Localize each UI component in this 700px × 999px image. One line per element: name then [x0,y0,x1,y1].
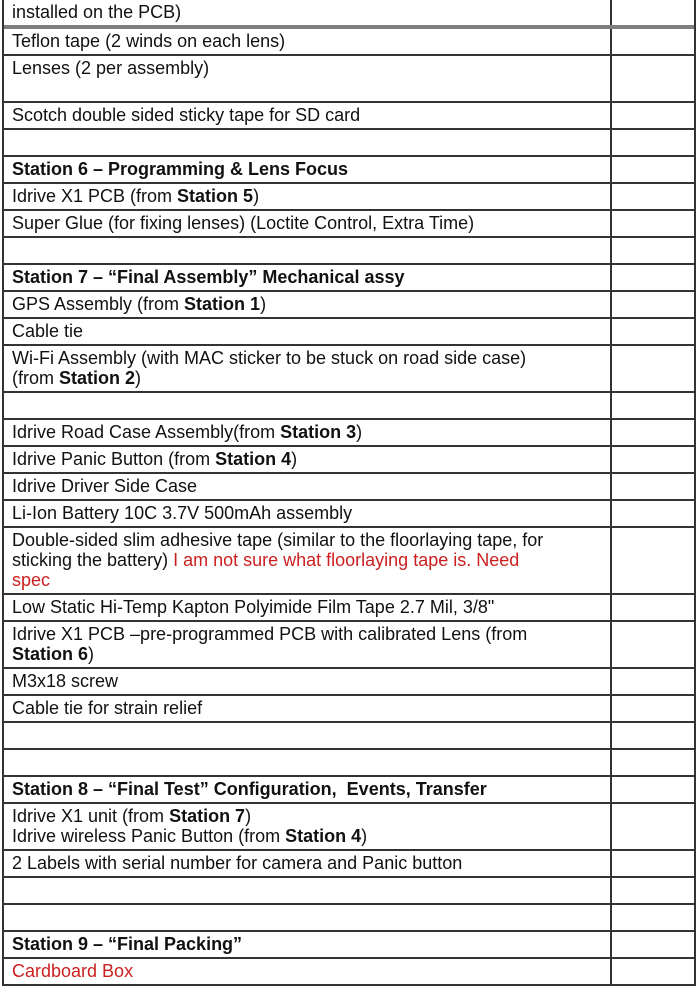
cell-line [12,779,602,799]
text-segment: ) [135,368,142,388]
cell-line [12,368,602,388]
value-cell [612,723,694,748]
table-row [4,29,694,56]
value-cell [612,669,694,694]
text-segment: Scotch double sided sticky tape for SD card [12,105,361,125]
table-row [4,878,694,905]
cell-line [620,698,686,718]
cell-line [12,240,602,260]
value-cell [612,447,694,472]
cell-line [12,698,602,718]
cell-line [12,907,602,927]
text-segment: Teflon tape (2 winds on each lens) [12,31,286,51]
text-segment: Idrive X1 PCB (from [12,186,178,206]
text-segment: Station 7 – “Final Assembly” Mechanical assy [12,267,405,287]
item-cell [4,595,612,620]
value-cell [612,211,694,236]
item-cell [4,501,612,526]
cell-line [12,725,602,745]
value-cell [612,959,694,984]
cell-line [620,725,686,745]
cell-line [620,2,686,22]
cell-line [620,476,686,496]
cell-line [12,321,602,341]
cell-line [620,159,686,179]
text-segment: Idrive Driver Side Case [12,476,198,496]
table-row [4,0,694,29]
cell-line [620,752,686,772]
cell-line [12,597,602,617]
cell-line [12,826,602,846]
cell-line [620,294,686,314]
value-cell [612,103,694,128]
item-cell [4,238,612,263]
text-segment: Li-Ion Battery 10C 3.7V 500mAh assembly [12,503,353,523]
cell-line [620,132,686,152]
text-segment: Station 9 – “Final Packing” [12,934,243,954]
text-segment: I am not sure what floorlaying tape is. Need [173,550,520,570]
cell-line [12,58,602,78]
text-segment: Super Glue (for fixing lenses) (Loctite Control, Extra Time) [12,213,475,233]
cell-line [620,321,686,341]
text-segment: M3x18 screw [12,671,119,691]
table-row [4,393,694,420]
value-cell [612,696,694,721]
item-cell [4,29,612,54]
value-cell [612,851,694,876]
text-segment: Cardboard Box [12,961,134,981]
value-cell [612,420,694,445]
cell-line [620,671,686,691]
cell-line [12,550,602,570]
cell-line [620,961,686,981]
table-row [4,103,694,130]
value-cell [612,804,694,849]
text-segment: Idrive X1 unit (from [12,806,170,826]
text-segment: ) [361,826,368,846]
cell-line [12,348,602,368]
cell-line [12,294,602,314]
item-cell [4,905,612,930]
text-segment: ) [260,294,267,314]
item-cell [4,959,612,984]
value-cell [612,238,694,263]
value-cell [612,474,694,499]
cell-line [620,449,686,469]
value-cell [612,878,694,903]
table-row [4,292,694,319]
text-segment: Station 3 [280,422,357,442]
item-cell [4,932,612,957]
cell-line [620,934,686,954]
text-segment: ) [88,644,95,664]
table-row [4,319,694,346]
table-row [4,56,694,103]
item-cell [4,0,612,25]
item-cell [4,723,612,748]
cell-line [620,806,686,826]
cell-line [12,132,602,152]
text-segment: Station 4 [285,826,362,846]
table-row [4,238,694,265]
cell-line [12,476,602,496]
cell-line [620,853,686,873]
table-row [4,669,694,696]
cell-line [620,240,686,260]
cell-line [12,395,602,415]
cell-line [620,395,686,415]
item-cell [4,184,612,209]
item-cell [4,103,612,128]
text-segment: Low Static Hi-Temp Kapton Polyimide Film Tape 2.7 Mil, 3/8" [12,597,495,617]
text-segment: Cable tie for strain relief [12,698,203,718]
value-cell [612,777,694,802]
text-segment: spec [12,570,51,590]
value-cell [612,528,694,593]
value-cell [612,750,694,775]
text-segment: Lenses (2 per assembly) [12,58,210,78]
table-row [4,750,694,777]
table-row [4,211,694,238]
cell-line [12,853,602,873]
item-cell [4,292,612,317]
cell-line [620,267,686,287]
item-cell [4,878,612,903]
text-segment: Wi-Fi Assembly (with MAC sticker to be stuck on road side case) [12,348,527,368]
value-cell [612,932,694,957]
item-cell [4,265,612,290]
table-row [4,501,694,528]
text-segment: Station 6 [12,644,89,664]
value-cell [612,346,694,391]
cell-line [620,186,686,206]
item-cell [4,777,612,802]
item-cell [4,750,612,775]
cell-line [620,907,686,927]
text-segment: Double-sided slim adhesive tape (similar to the floorlaying tape, for [12,530,544,550]
text-segment: (from [12,368,59,388]
table-row [4,622,694,669]
cell-line [12,213,602,233]
table-row [4,777,694,804]
table-row [4,157,694,184]
table-row [4,959,694,986]
cell-line [12,961,602,981]
cell-line [12,880,602,900]
item-cell [4,56,612,101]
text-segment: ) [356,422,363,442]
item-cell [4,447,612,472]
cell-line [12,671,602,691]
value-cell [612,157,694,182]
value-cell [612,56,694,101]
item-cell [4,696,612,721]
value-cell [612,184,694,209]
item-cell [4,130,612,155]
item-cell [4,420,612,445]
cell-line [12,503,602,523]
table-row [4,723,694,750]
table-row [4,851,694,878]
table-row [4,804,694,851]
text-segment: Station 1 [184,294,261,314]
cell-line [620,779,686,799]
value-cell [612,393,694,418]
text-segment: ) [253,186,260,206]
cell-line [620,348,686,368]
item-cell [4,393,612,418]
cell-line [620,105,686,125]
cell-line [12,159,602,179]
text-segment: Idrive wireless Panic Button (from [12,826,286,846]
table-row [4,346,694,393]
text-segment: Station 5 [177,186,254,206]
item-cell [4,804,612,849]
table-row [4,595,694,622]
text-segment: GPS Assembly (from [12,294,185,314]
cell-line [12,530,602,550]
item-cell [4,669,612,694]
item-cell [4,319,612,344]
value-cell [612,595,694,620]
cell-line [12,105,602,125]
item-cell [4,622,612,667]
text-segment: Station 4 [215,449,292,469]
value-cell [612,905,694,930]
text-segment: ) [245,806,252,826]
item-cell [4,211,612,236]
value-cell [612,265,694,290]
text-segment: Station 8 – “Final Test” Configuration, Events, Transfer [12,779,487,799]
table-row [4,130,694,157]
item-cell [4,157,612,182]
text-segment: Station 7 [169,806,246,826]
text-segment: Station 2 [59,368,136,388]
text-segment: 2 Labels with serial number for camera and Panic button [12,853,463,873]
cell-line [12,624,602,644]
cell-line [620,422,686,442]
cell-line [12,186,602,206]
table-row [4,420,694,447]
cell-line [620,213,686,233]
item-cell [4,346,612,391]
cell-line [12,644,602,664]
cell-line [12,31,602,51]
value-cell [612,319,694,344]
value-cell [612,622,694,667]
table-row [4,265,694,292]
parts-table [2,0,696,986]
item-cell [4,528,612,593]
table-row [4,696,694,723]
text-segment: sticking the battery) [12,550,174,570]
cell-line [12,806,602,826]
value-cell [612,501,694,526]
item-cell [4,851,612,876]
cell-line [12,752,602,772]
cell-line [620,597,686,617]
cell-line [620,503,686,523]
text-segment: Idrive Panic Button (from [12,449,216,469]
table-row [4,184,694,211]
cell-line [620,58,686,78]
text-segment: Idrive Road Case Assembly(from [12,422,281,442]
value-cell [612,29,694,54]
cell-line [12,78,602,98]
cell-line [620,530,686,550]
cell-line [12,2,602,22]
text-segment: Station 6 – Programming & Lens Focus [12,159,349,179]
table-row [4,474,694,501]
cell-line [620,624,686,644]
cell-line [12,934,602,954]
table-row [4,905,694,932]
text-segment: Cable tie [12,321,84,341]
cell-line [12,570,602,590]
cell-line [12,422,602,442]
text-segment: installed on the PCB) [12,2,182,22]
value-cell [612,0,694,25]
text-segment: ) [291,449,298,469]
cell-line [12,267,602,287]
table-row [4,932,694,959]
cell-line [620,31,686,51]
cell-line [12,449,602,469]
text-segment: Idrive X1 PCB –pre-programmed PCB with calibrated Lens (from [12,624,528,644]
table-row [4,528,694,595]
item-cell [4,474,612,499]
table-row [4,447,694,474]
cell-line [620,880,686,900]
value-cell [612,130,694,155]
value-cell [612,292,694,317]
